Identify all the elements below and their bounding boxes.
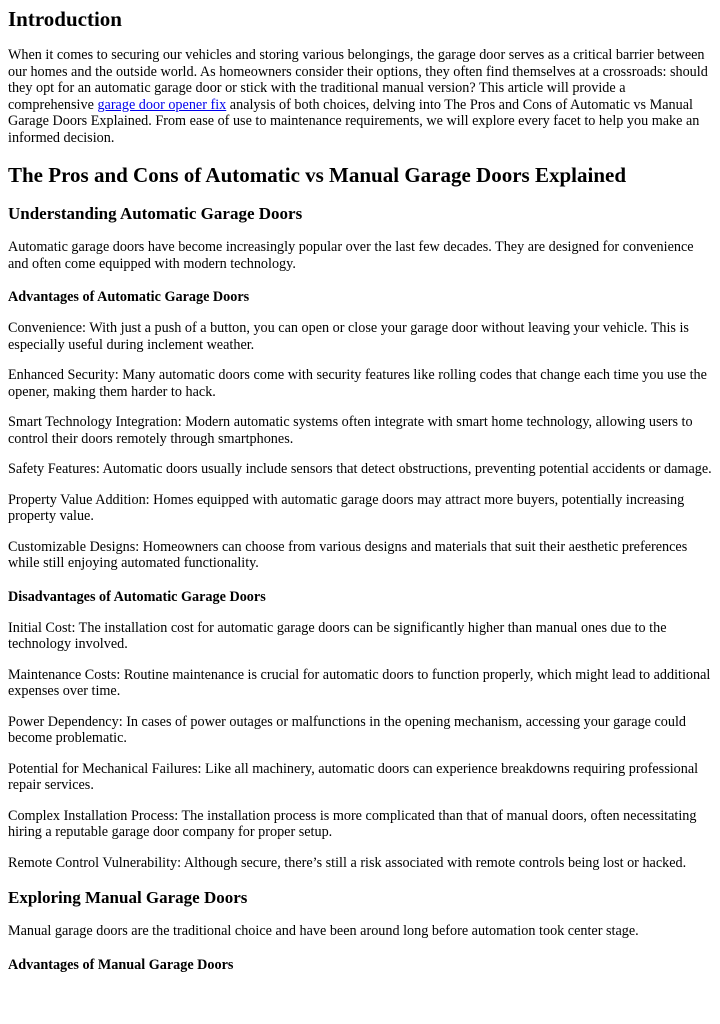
advantage-item: Property Value Addition: Homes equipped with automatic garage doors may attract more buyers, potentially increasing property value. xyxy=(8,491,685,524)
automatic-intro: Automatic garage doors have become increasingly popular over the last few decades. They are designed for convenience and often come equipped with modern technology. xyxy=(8,239,694,272)
advantage-item: Safety Features: Automatic doors usually include sensors that detect obstructions, preventing potential accidents or damage. xyxy=(8,461,712,477)
manual-intro: Manual garage doors are the traditional choice and have been around long before automation took center stage. xyxy=(8,923,639,939)
disadvantage-item: Power Dependency: In cases of power outages or malfunctions in the opening mechanism, accessing your garage could become problematic. xyxy=(8,713,687,746)
advantage-item: Customizable Designs: Homeowners can choose from various designs and materials that suit their aesthetic preferences while still enjoying automated functionality. xyxy=(8,538,688,571)
disadvantage-item: Remote Control Vulnerability: Although secure, there’s still a risk associated with remote controls being lost or hacked. xyxy=(8,854,687,871)
advantage-item: Enhanced Security: Many automatic doors come with security features like rolling codes that change each time you use the opener, making them harder to hack. xyxy=(8,367,707,400)
intro-text-before-link: When it comes to securing our vehicles and storing various belongings, the garage door serves as a critical barrier between our homes and the outside world. As homeowners consider their options, they often find themselves at a crossroads: should they opt for an automatic garage door or stick with the traditional manual version? This article will provide a comprehensive xyxy=(8,47,708,113)
garage-door-opener-fix-link[interactable]: garage door opener fix xyxy=(97,96,227,113)
disadvantage-item: Initial Cost: The installation cost for automatic garage doors can be significantly higher than manual ones due to the technology involved. xyxy=(8,619,667,652)
advantage-item: Smart Technology Integration: Modern automatic systems often integrate with smart home technology, allowing users to control their doors remotely through smartphones. xyxy=(8,414,693,447)
intro-paragraph xyxy=(8,47,712,146)
disadvantage-item: Maintenance Costs: Routine maintenance is crucial for automatic doors to function properly, which might lead to additional expenses over time. xyxy=(8,666,711,699)
disadvantage-item: Complex Installation Process: The installation process is more complicated than that of manual doors, often necessitating hiring a reputable garage door company for proper setup. xyxy=(8,807,697,840)
automatic-advantages-heading: Advantages of Automatic Garage Doors xyxy=(8,289,250,305)
article xyxy=(0,7,720,974)
intro-heading: Introduction xyxy=(8,7,122,31)
automatic-disadvantages-heading: Disadvantages of Automatic Garage Doors xyxy=(8,588,266,605)
automatic-heading: Understanding Automatic Garage Doors xyxy=(8,204,303,223)
advantage-item: Convenience: With just a push of a button, you can open or close your garage door without leaving your vehicle. This is especially useful during inclement weather. xyxy=(8,320,689,353)
manual-advantages-heading: Advantages of Manual Garage Doors xyxy=(8,956,234,973)
main-heading: The Pros and Cons of Automatic vs Manual Garage Doors Explained xyxy=(8,163,626,187)
disadvantage-item: Potential for Mechanical Failures: Like all machinery, automatic doors can experience breakdowns requiring professional repair services. xyxy=(8,760,699,793)
manual-heading: Exploring Manual Garage Doors xyxy=(8,888,248,907)
intro-text-after-link: analysis of both choices, delving into The Pros and Cons of Automatic vs Manual Garage Doors Explained. From ease of use to maintenance requirements, we will explore every facet to help you make an informed decision. xyxy=(8,96,700,146)
